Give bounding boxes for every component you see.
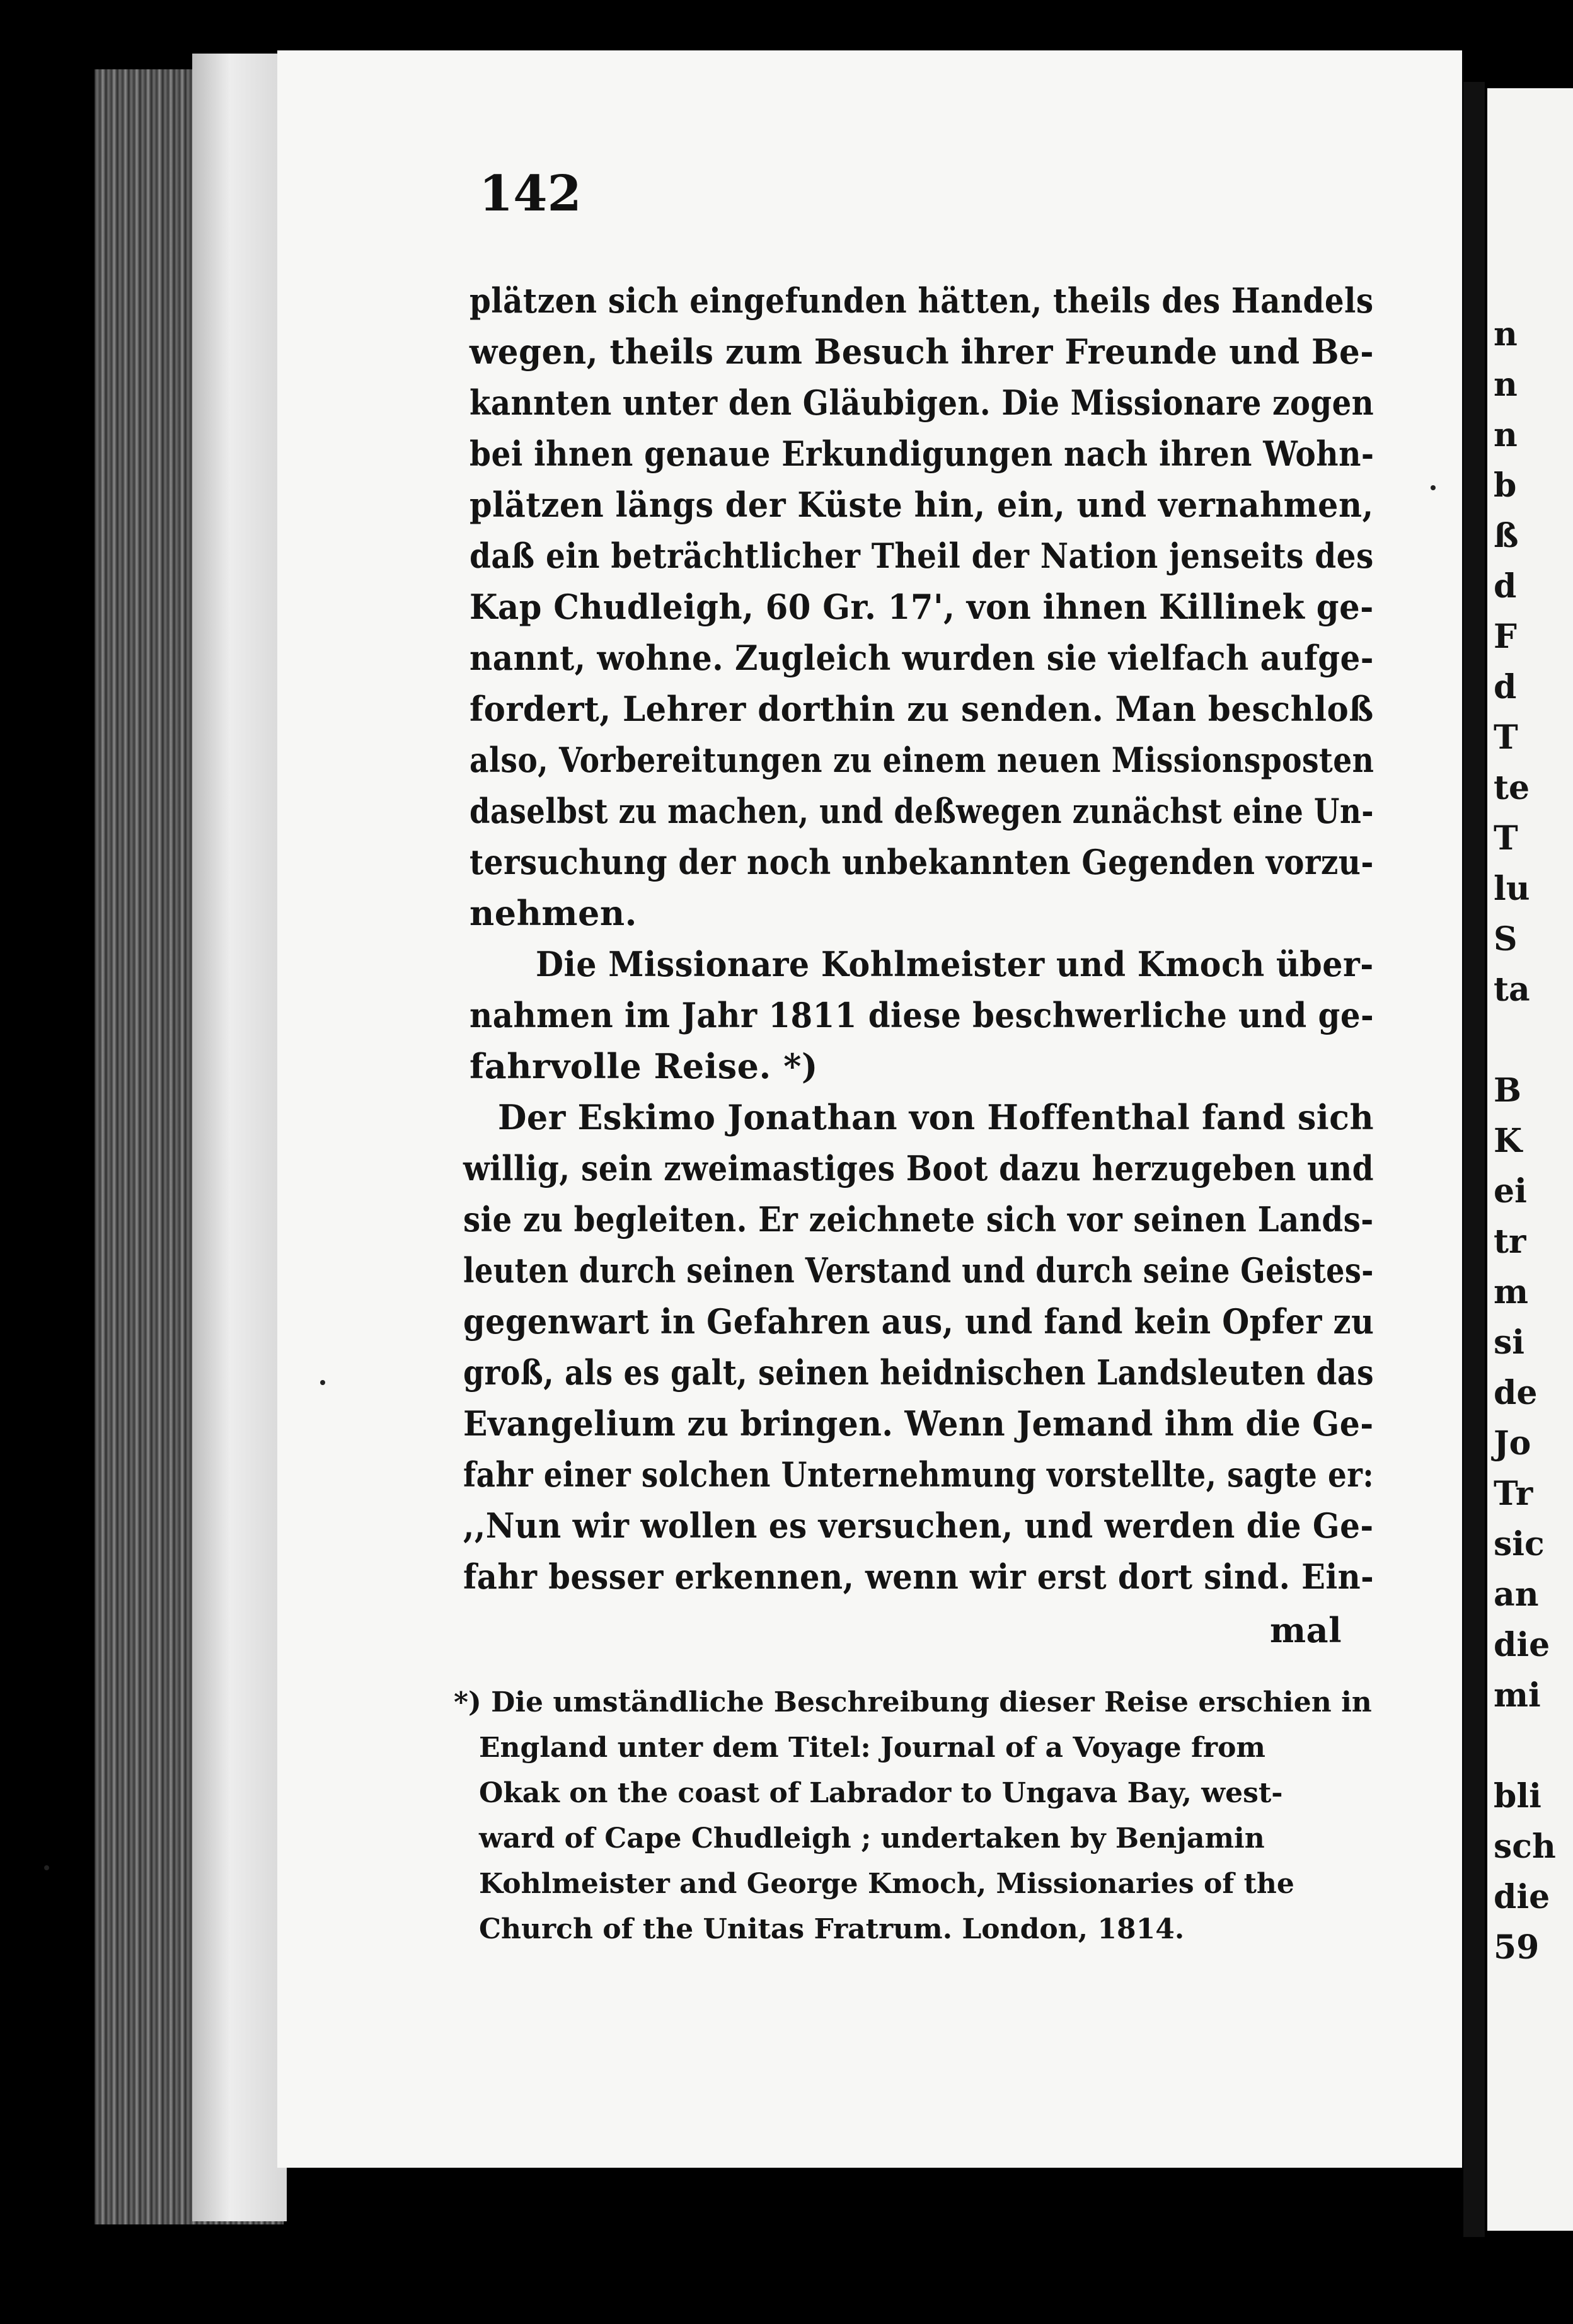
next-page-fragment: lu <box>1494 870 1530 908</box>
next-page-fragment: d <box>1494 668 1517 706</box>
next-page-fragment: bli <box>1494 1777 1541 1815</box>
catchword: mal <box>1270 1610 1342 1650</box>
next-page-fragment: sch <box>1494 1827 1556 1866</box>
next-page-fragment: die <box>1494 1626 1550 1664</box>
next-page-fragment: n <box>1494 416 1518 454</box>
body-line: daß ein beträchtlicher Theil der Nation jenseits des <box>470 536 1374 576</box>
body-line: Der Eskimo Jonathan von Hoffenthal fand sich <box>498 1097 1374 1137</box>
next-page-fragment: B <box>1494 1071 1521 1110</box>
next-page-fragment: 59 <box>1494 1928 1540 1967</box>
footnote-line: *) Die umständliche Beschreibung dieser Reise erschien in <box>454 1686 1372 1718</box>
next-page-fragment: Jo <box>1494 1424 1531 1463</box>
footnote-line: ward of Cape Chudleigh ; undertaken by Benjamin <box>479 1822 1265 1855</box>
next-page-fragment: S <box>1494 920 1518 958</box>
body-line: also, Vorbereitungen zu einem neuen Missionsposten <box>470 740 1374 780</box>
body-line: leuten durch seinen Verstand und durch seine Geistes- <box>463 1250 1374 1291</box>
next-page-fragment: sic <box>1494 1525 1545 1563</box>
next-page-fragment: ß <box>1494 517 1519 555</box>
body-line: plätzen längs der Küste hin, ein, und vernahmen, <box>470 485 1374 525</box>
body-line: fahr besser erkennen, wenn wir erst dort sind. Ein- <box>463 1556 1374 1597</box>
body-line: kannten unter den Gläubigen. Die Missionare zogen <box>470 383 1374 423</box>
footnote-line: Church of the Unitas Fratrum. London, 1814. <box>479 1913 1185 1945</box>
body-line: tersuchung der noch unbekannten Gegenden vorzu- <box>470 842 1374 882</box>
body-line: nannt, wohne. Zugleich wurden sie vielfach aufge- <box>470 638 1374 678</box>
body-line: fahrvolle Reise. *) <box>470 1046 818 1086</box>
footnote-line: Okak on the coast of Labrador to Ungava Bay, west- <box>479 1777 1283 1809</box>
next-page-fragment: n <box>1494 315 1518 354</box>
body-line: Evangelium zu bringen. Wenn Jemand ihm die Ge- <box>463 1403 1374 1444</box>
next-page-fragment: de <box>1494 1374 1538 1412</box>
body-line: fordert, Lehrer dorthin zu senden. Man beschloß <box>470 689 1374 729</box>
next-page-fragment: tr <box>1494 1222 1526 1261</box>
body-line: Die Missionare Kohlmeister und Kmoch über- <box>536 944 1374 984</box>
body-line: plätzen sich eingefunden hätten, theils des Handels <box>470 280 1374 321</box>
ink-speck <box>44 1865 49 1870</box>
next-page-fragment: te <box>1494 769 1530 807</box>
body-line: nehmen. <box>470 893 637 933</box>
body-line: groß, als es galt, seinen heidnischen Landsleuten das <box>463 1352 1374 1393</box>
next-page-fragment: Tr <box>1494 1475 1533 1513</box>
body-line: willig, sein zweimastiges Boot dazu herzugeben und <box>463 1148 1374 1188</box>
next-page-fragment: n <box>1494 365 1518 404</box>
body-line: sie zu begleiten. Er zeichnete sich vor seinen Lands- <box>463 1199 1374 1240</box>
body-line: Kap Chudleigh, 60 Gr. 17', von ihnen Killinek ge- <box>470 587 1374 627</box>
ink-speck <box>320 1380 325 1385</box>
body-line: nahmen im Jahr 1811 diese beschwerliche und ge- <box>470 995 1374 1035</box>
body-line: ,,Nun wir wollen es versuchen, und werden die Ge- <box>463 1505 1374 1546</box>
body-line: fahr einer solchen Unternehmung vorstellte, sagte er: <box>463 1454 1374 1495</box>
footnote-line: England unter dem Titel: Journal of a Voyage from <box>479 1732 1265 1764</box>
next-page-fragment: K <box>1494 1122 1523 1160</box>
page-gutter <box>1463 82 1485 2237</box>
next-page-fragment: ta <box>1494 970 1530 1009</box>
right-page-partial <box>1487 88 1573 2231</box>
page-number: 142 <box>479 165 582 222</box>
page-edge-strip <box>192 54 287 2221</box>
next-page-fragment: mi <box>1494 1676 1541 1715</box>
next-page-fragment: an <box>1494 1575 1539 1614</box>
next-page-fragment: die <box>1494 1878 1550 1916</box>
next-page-fragment: ei <box>1494 1172 1527 1211</box>
body-line: daselbst zu machen, und deßwegen zunächst eine Un- <box>470 791 1374 831</box>
ink-speck <box>1431 485 1436 490</box>
next-page-fragment: d <box>1494 567 1517 606</box>
next-page-fragment: T <box>1494 718 1518 757</box>
next-page-fragment: m <box>1494 1273 1529 1311</box>
body-line: bei ihnen genaue Erkundigungen nach ihren Wohn- <box>470 434 1374 474</box>
footnote-line: Kohlmeister and George Kmoch, Missionaries of the <box>479 1868 1294 1900</box>
next-page-fragment: F <box>1494 618 1517 656</box>
next-page-fragment: T <box>1494 819 1518 858</box>
body-line: wegen, theils zum Besuch ihrer Freunde und Be- <box>470 331 1374 372</box>
next-page-fragment: si <box>1494 1323 1525 1362</box>
next-page-fragment: b <box>1494 466 1517 505</box>
body-line: gegenwart in Gefahren aus, und fand kein Opfer zu <box>463 1301 1374 1342</box>
